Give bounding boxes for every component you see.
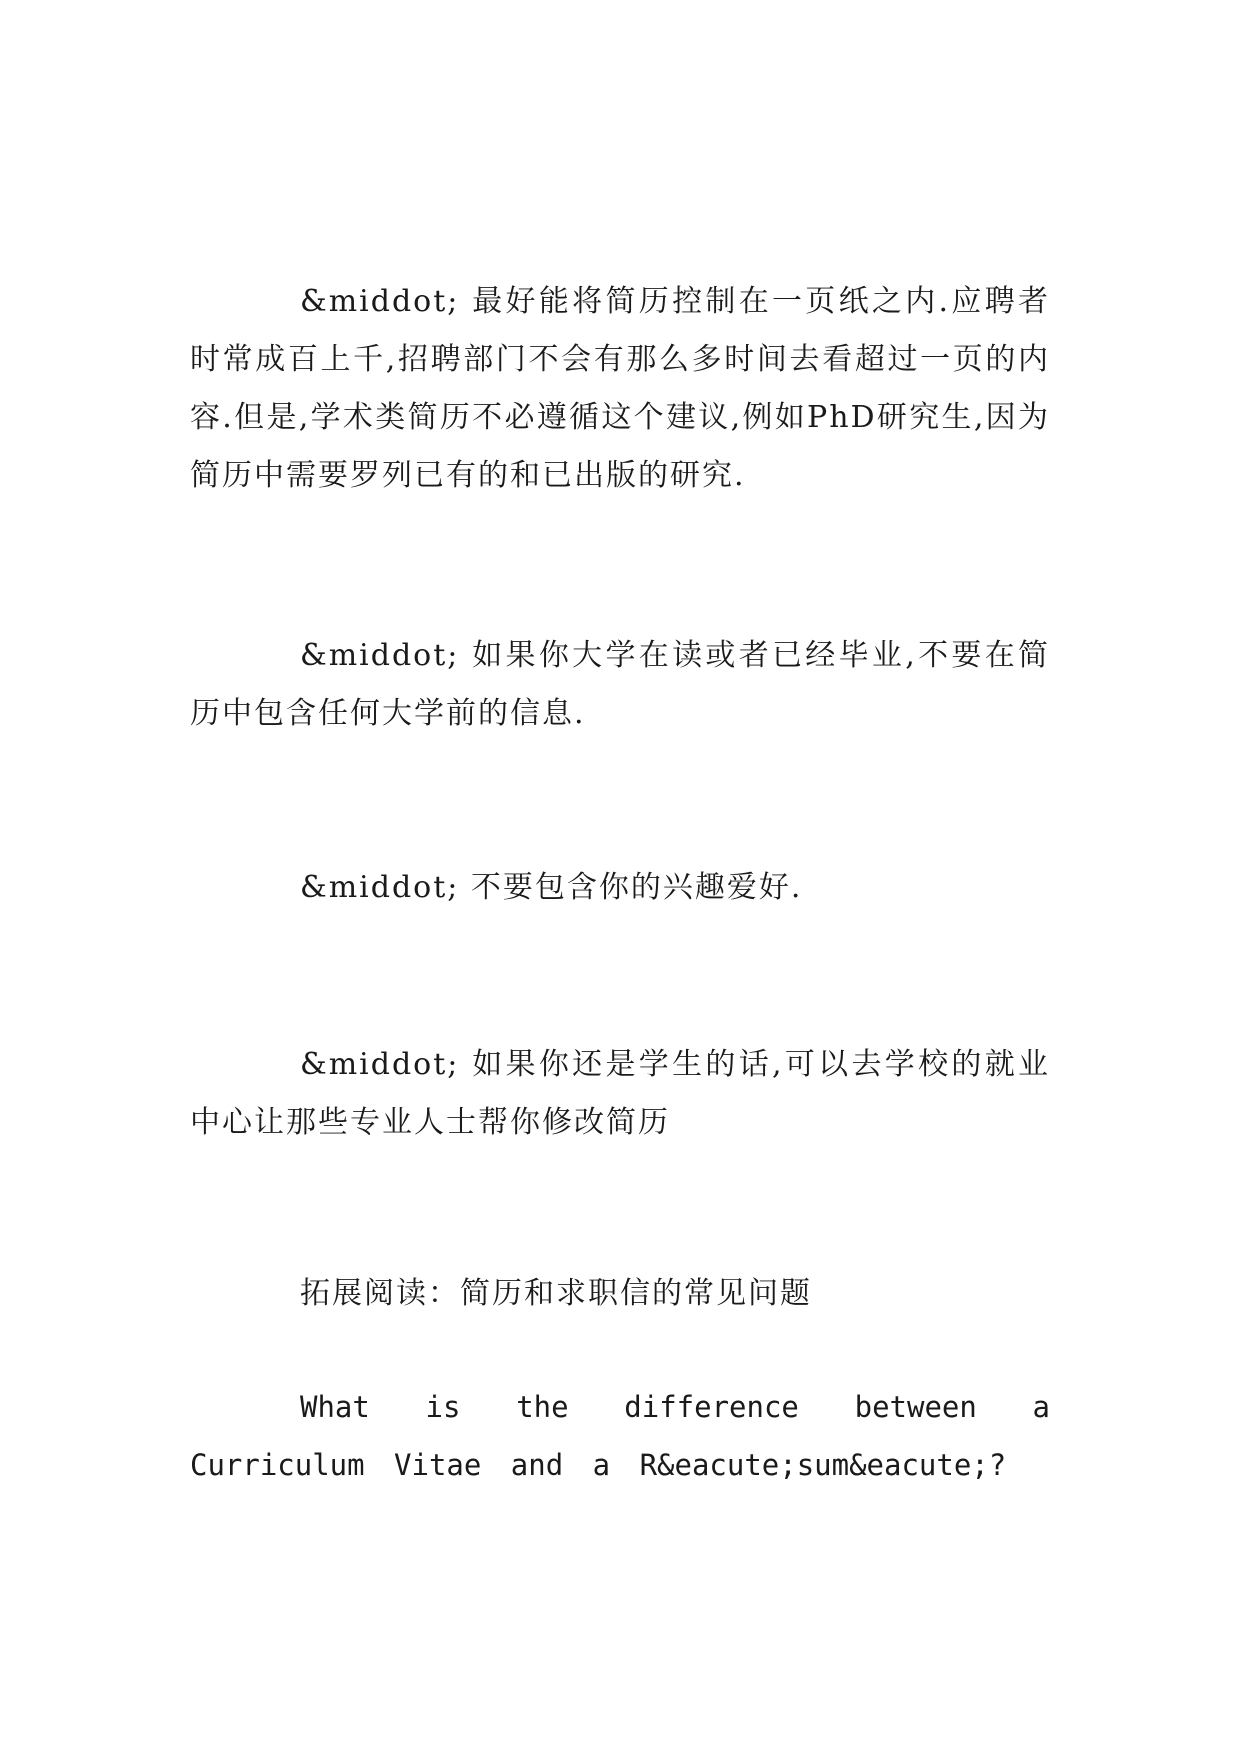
paragraph-university-info: &middot; 如果你大学在读或者已经毕业,不要在简历中包含任何大学前的信息.	[190, 638, 1050, 731]
paragraph-career-center: &middot; 如果你还是学生的话,可以去学校的就业中心让那些专业人士帮你修改简历	[190, 1047, 1050, 1140]
paragraph-hobbies: &middot; 不要包含你的兴趣爱好.	[300, 870, 803, 905]
paragraph-resume-length: &middot; 最好能将简历控制在一页纸之内.应聘者时常成百上千,招聘部门不会有那么多时间去看超过一页的内容.但是,学术类简历不必遵循这个建议,例如PhD研究生,因为简历中需要罗列已有的和已出版的研究.	[190, 284, 1050, 493]
cv-resume-question: What is the difference between a Curriculum Vitae and a R&eacute;sum&eacute;?	[190, 1390, 1050, 1482]
extended-reading-heading: 拓展阅读：简历和求职信的常见问题	[300, 1276, 812, 1311]
